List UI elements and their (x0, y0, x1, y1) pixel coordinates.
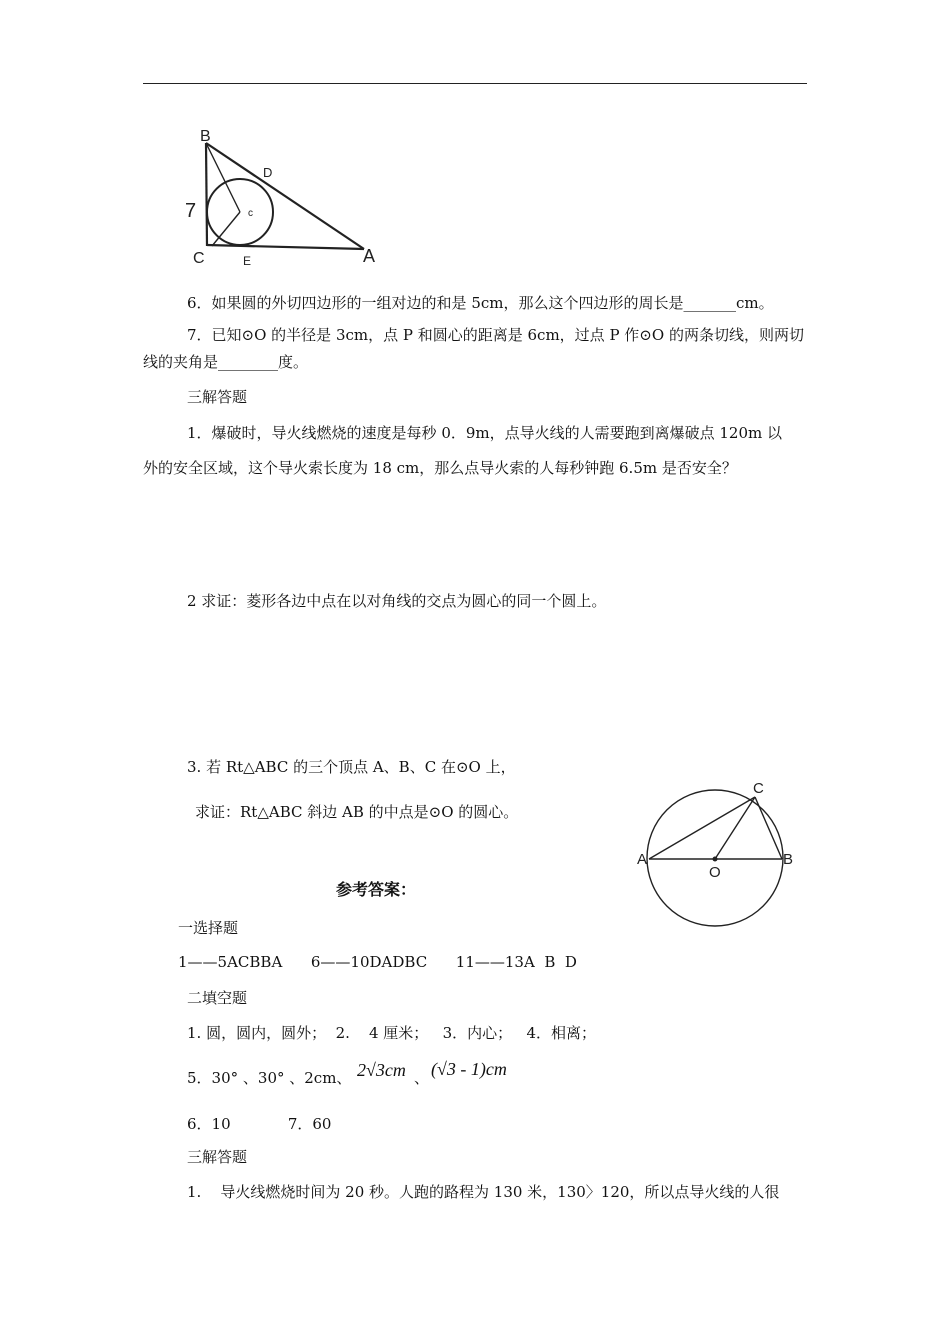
side-ba (206, 143, 364, 249)
question-7-line1: 7．已知⊙O 的半径是 3cm，点 P 和圆心的距离是 6cm，过点 P 作⊙O 的两条切线，则两切 (187, 326, 804, 344)
figure-incircle-triangle (180, 125, 380, 270)
label-a: A (363, 246, 376, 266)
label-c: C (753, 780, 764, 797)
label-o: O (709, 864, 721, 881)
answers-section-3-title: 三解答题 (187, 1148, 248, 1166)
side-bc (206, 143, 207, 246)
side-cb (755, 797, 782, 859)
answers-section-1-title: 一选择题 (178, 919, 239, 937)
problem-3-line1: 3. 若 Rt△ABC 的三个顶点 A、B、C 在⊙O 上， (187, 758, 516, 776)
problem-2: 2 求证：菱形各边中点在以对角线的交点为圆心的同一个圆上。 (187, 592, 607, 610)
answer-math-1: 2√3cm (357, 1060, 406, 1080)
side-ac (649, 797, 755, 859)
problem-1-line2: 外的安全区域，这个导火索长度为 18 cm，那么点导火索的人每秒钟跑 6.5m 是否安全？ (143, 459, 737, 477)
question-6: 6．如果圆的外切四边形的一组对边的和是 5cm，那么这个四边形的周长是_______cm。 (187, 294, 774, 312)
label-a: A (637, 851, 648, 868)
answers-section-2-title: 二填空题 (187, 989, 248, 1007)
label-c-vertex: C (193, 250, 205, 267)
label-c-center: c (248, 208, 253, 219)
side-ca (207, 245, 364, 249)
label-e: E (243, 254, 252, 268)
answers-section-2-line3: 6．10 7．60 (187, 1115, 332, 1133)
figure-circle-triangle (635, 780, 805, 930)
header-rule (143, 83, 807, 84)
section-3-title: 三解答题 (187, 388, 248, 406)
label-b: B (200, 128, 211, 145)
problem-3-line2: 求证：Rt△ABC 斜边 AB 的中点是⊙O 的圆心。 (195, 803, 519, 821)
label-d: D (263, 165, 273, 180)
answers-section-3-line1: 1. 导火线燃烧时间为 20 秒。人跑的路程为 130 米，130〉120，所以点导火线的人很 (187, 1183, 780, 1201)
radius-oc (715, 797, 755, 859)
problem-1-line1: 1．爆破时，导火线燃烧的速度是每秒 0．9m，点导火线的人需要跑到离爆破点 120m 以 (187, 424, 783, 442)
answer-math-2: (√3 - 1)cm (431, 1059, 507, 1079)
answers-section-2-line2-prefix: 5．30° 、30° 、2cm、 (187, 1069, 352, 1087)
answers-title: 参考答案： (336, 880, 417, 899)
answer-separator: 、 (414, 1069, 430, 1087)
label-seven: 7 (185, 200, 197, 222)
answers-section-1-line: 1——5ACBBA 6——10DADBC 11——13A B D (178, 953, 577, 971)
question-7-line2: 线的夹角是________度。 (143, 353, 309, 371)
label-b: B (783, 851, 794, 868)
center-point (713, 857, 718, 862)
answers-section-2-line1: 1. 圆，圆内，圆外； 2. 4 厘米； 3．内心； 4．相离； (187, 1024, 597, 1042)
